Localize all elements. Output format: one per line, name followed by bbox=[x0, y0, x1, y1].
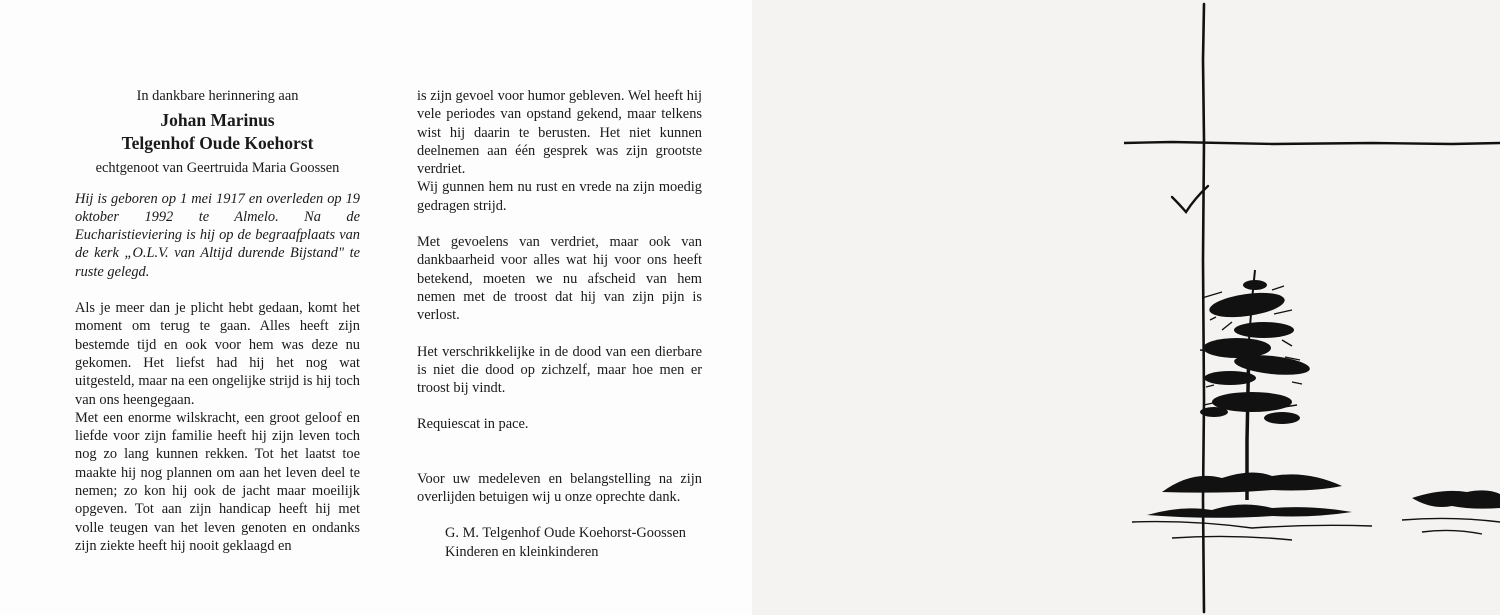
spouse-line: echtgenoot van Geertruida Maria Goossen bbox=[95, 160, 340, 177]
right-paragraph-2: Wij gunnen hem nu rust en vrede na zijn moedig gedragen strijd. bbox=[417, 179, 702, 214]
left-paragraph-2: Met een enorme wilskracht, een groot geloof en liefde voor zijn familie heeft hij zijn leven toch nog zo lang kunnen rekken. Tot het laatst toe maakte hij nog plannen om aan het leven deel te nemen; zo kon hij ook de jacht maar moeilijk opgeven. Tot aan zijn handicap heeft hij met volle teugen van het leven genoten en ondanks zijn ziekte heeft hij nooit geklaagd en bbox=[75, 409, 360, 554]
right-paragraph-6: Voor uw medeleven en belangstelling na zijn overlijden betuigen wij u onze oprechte dank. bbox=[417, 470, 702, 506]
right-paragraph-5: Requiescat in pace. bbox=[417, 416, 529, 433]
right-paragraph-4: Het verschrikkelijke in de dood van een dierbare is niet die dood op zichzelf, maar hoe men er troost bij vindt. bbox=[417, 343, 702, 397]
deceased-name-line2: Telgenhof Oude Koehorst bbox=[121, 133, 314, 154]
deceased-name-line1: Johan Marinus bbox=[160, 110, 275, 131]
card-cover-artwork bbox=[752, 0, 1500, 615]
landscape bbox=[1147, 472, 1500, 517]
intro-line: In dankbare herinnering aan bbox=[136, 88, 299, 104]
cross-horizontal-line bbox=[1124, 142, 1500, 144]
left-paragraph-1: Als je meer dan je plicht hebt gedaan, komt het moment om terug te gaan. Alles heeft zijn bestemde tijd en ook voor hem was deze nu gekomen. Het liefst had hij het nog wat uitgesteld, maar na een ongelijke strijd is hij toch van ons heengegaan. bbox=[75, 300, 360, 408]
signature-line-1: G. M. Telgenhof Oude Koehorst-Goossen bbox=[445, 525, 686, 542]
cross-vertical-line bbox=[1203, 4, 1204, 612]
right-paragraph-1: is zijn gevoel voor humor gebleven. Wel heeft hij vele periodes van opstand gekend, maar telkens wist hij daarin te berusten. Het niet kunnen deelnemen aan één gesprek was zijn grootste verdriet. bbox=[417, 88, 702, 178]
signature-line-2: Kinderen en kleinkinderen bbox=[445, 543, 599, 560]
birth-death-paragraph: Hij is geboren op 1 mei 1917 en overleden op 19 oktober 1992 te Almelo. Na de Eucharistieviering is hij op de begraafplaats van de kerk „O.L.V. van Altijd durende Bijstand" te ruste gelegd. bbox=[75, 190, 360, 280]
right-paragraph-3: Met gevoelens van verdriet, maar ook van dankbaarheid voor alles wat hij voor ons heeft betekend, moeten we nu afscheid van hem nemen met de troost dat hij van zijn pijn is verlost. bbox=[417, 234, 702, 324]
left-text-column bbox=[75, 87, 360, 555]
ink-drawing bbox=[752, 0, 1500, 615]
landscape-lines bbox=[1132, 518, 1500, 540]
right-text-column bbox=[417, 87, 702, 561]
